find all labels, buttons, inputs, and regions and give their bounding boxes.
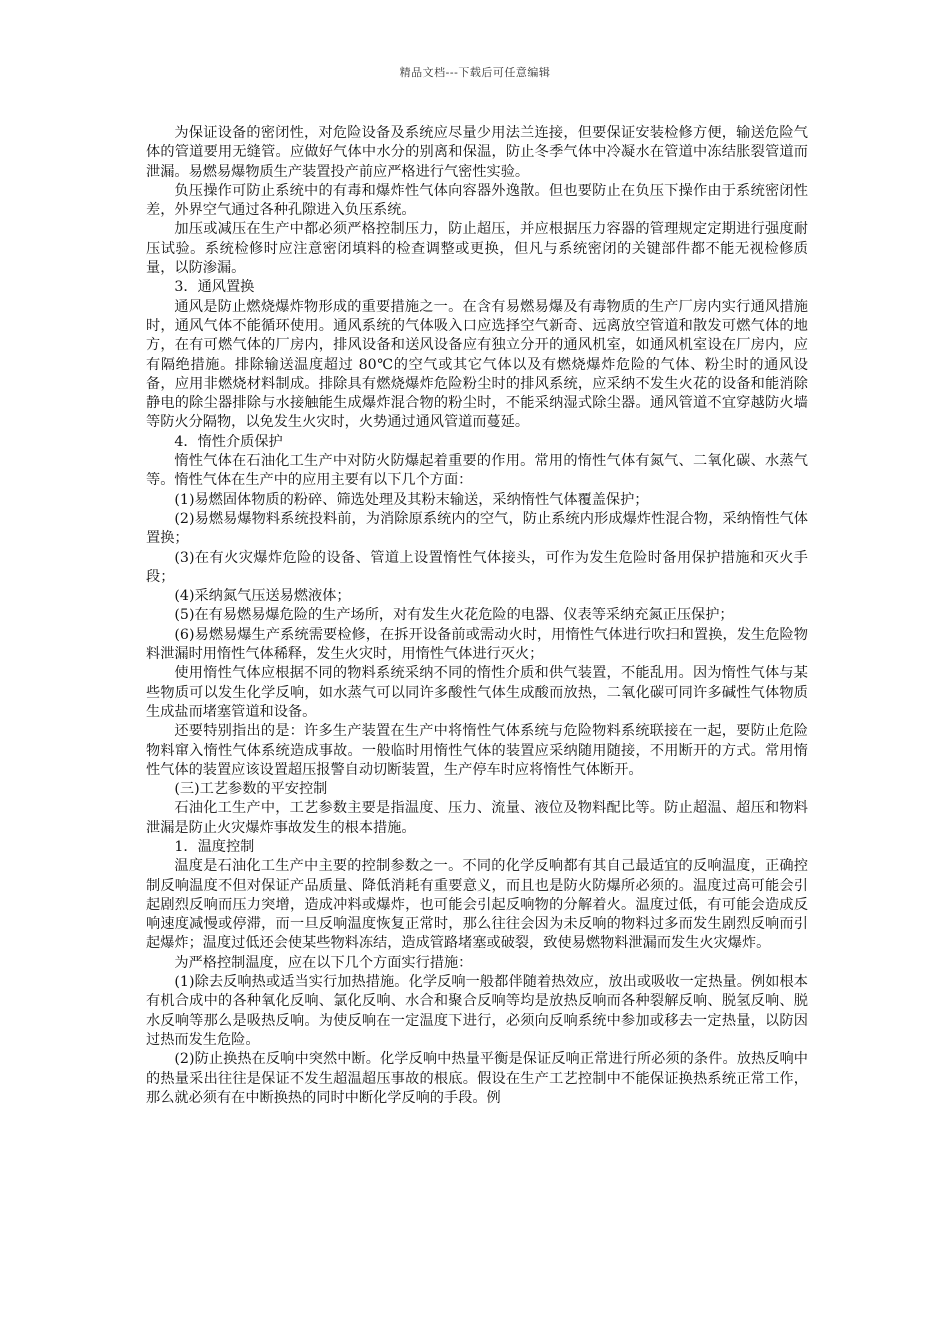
paragraph: 通风是防止燃烧爆炸物形成的重要措施之一。在含有易燃易爆及有毒物质的生产厂房内实行通风措施时，通风气体不能循环使用。通风系统的气体吸入口应选择空气新奇、远离放空管道和散发可燃气体的地方，在有可燃气体的厂房内，排风设备和送风设备应有独立分开的通风机室，如通风机室设在厂房内，应有隔绝措施。排除输送温度超过 80℃的空气或其它气体以及有燃烧爆炸危险的气体、粉尘时的通风设备，应用非燃烧材料制成。排除具有燃烧爆炸危险粉尘时的排风系统，应采纳不发生火花的设备和能消除静电的除尘器排除与水接触能生成爆炸混合物的粉尘时，不能采纳湿式除尘器。通风管道不宜穿越防火墙等防火分隔物，以免发生火灾时，火势通过通风管道而蔓延。 [146, 298, 808, 431]
paragraph: 温度是石油化工生产中主要的控制参数之一。不同的化学反响都有其自己最适宜的反响温度，正确控制反响温度不但对保证产品质量、降低消耗有重要意义，而且也是防火防爆所必须的。温度过高可能会引起剧烈反响而压力突增，造成冲料或爆炸，也可能会引起反响物的分解着火。温度过低，有可能会造成反响速度减慢或停滞，而一旦反响温度恢复正常时，那么往往会因为未反响的物料过多而发生剧烈反响而引起爆炸；温度过低还会使某些物料冻结，造成管路堵塞或破裂，致使易燃物料泄漏而发生火灾爆炸。 [146, 858, 808, 952]
list-item: (1)易燃固体物质的粉碎、筛选处理及其粉末输送，采纳惰性气体覆盖保护； [174, 491, 649, 508]
document-body [146, 124, 808, 1108]
list-item: (6)易燃易爆生产系统需要检修，在拆开设备前或需动火时，用惰性气体进行吹扫和置换，发生危险物料泄漏时用惰性气体稀释，发生火灾时，用惰性气体进行灭火； [146, 626, 808, 663]
list-item: (3)在有火灾爆炸危险的设备、管道上设置惰性气体接头，可作为发生危险时备用保护措施和灭火手段； [146, 549, 808, 585]
paragraph: 加压或减压在生产中都必须严格控制压力，防止超压，并应根据压力容器的管理规定定期进行强度耐压试验。系统检修时应注意密闭填料的检查调整或更换，但凡与系统密闭的关键部件都不能无视检修质量，以防渗漏。 [146, 221, 808, 277]
paragraph: 为严格控制温度，应在以下几个方面实行措施： [174, 954, 473, 971]
paragraph: 使用惰性气体应根据不同的物料系统采纳不同的惰性介质和供气装置，不能乱用。因为惰性气体与某些物质可以发生化学反响，如水蒸气可以同许多酸性气体生成酸而放热，二氧化碳可同许多碱性气体物质生成盐而堵塞管道和设备。 [146, 665, 808, 720]
section-heading: 3．通风置换 [174, 279, 255, 296]
paragraph: 石油化工生产中，工艺参数主要是指温度、压力、流量、液位及物料配比等。防止超温、超压和物料泄漏是防止火灾爆炸事故发生的根本措施。 [146, 800, 808, 836]
list-item: (2)易燃易爆物料系统投料前，为消除原系统内的空气，防止系统内形成爆炸性混合物，采纳惰性气体置换； [146, 510, 808, 547]
section-heading: 4．惰性介质保护 [174, 433, 283, 450]
paragraph: 惰性气体在石油化工生产中对防火防爆起着重要的作用。常用的惰性气体有氮气、二氧化碳、水蒸气等。惰性气体在生产中的应用主要有以下几个方面： [146, 453, 808, 489]
paragraph: 负压操作可防止系统中的有毒和爆炸性气体向容器外逸散。但也要防止在负压下操作由于系统密闭性差，外界空气通过各种孔隙进入负压系统。 [146, 182, 808, 219]
list-item: (2)防止换热在反响中突然中断。化学反响中热量平衡是保证反响正常进行所必须的条件。放热反响中的热量采出往往是保证不发生超温超压事故的根底。假设在生产工艺控制中不能保证换热系统正常工作，那么就必须有在中断换热的同时中断化学反响的手段。例 [146, 1051, 808, 1106]
list-item: (5)在有易燃易爆危险的生产场所，对有发生火花危险的电器、仪表等采纳充氮正压保护； [174, 607, 734, 624]
list-item: (1)除去反响热或适当实行加热措施。化学反响一般都伴随着热效应，放出或吸收一定热量。例如根本有机合成中的各种氧化反响、氯化反响、水合和聚合反响等均是放热反响而各种裂解反响、脱氢反响、脱水反响等那么是吸热反响。为使反响在一定温度下进行，必须向反响系统中参加或移去一定热量，以防因过热而发生危险。 [146, 974, 808, 1048]
section-heading: 1．温度控制 [174, 838, 255, 855]
section-heading: (三)工艺参数的平安控制 [174, 781, 328, 798]
paragraph: 为保证设备的密闭性，对危险设备及系统应尽量少用法兰连接，但要保证安装检修方便，输送危险气体的管道要用无缝管。应做好气体中水分的别离和保温，防止冬季气体中冷凝水在管道中冻结胀裂管道而泄漏。易燃易爆物质生产装置投产前应严格进行气密性实验。 [146, 125, 808, 180]
page-header: 精品文档---下载后可任意编辑 [399, 66, 551, 79]
list-item: (4)采纳氮气压送易燃液体； [174, 588, 351, 605]
paragraph: 还要特别指出的是：许多生产装置在生产中将惰性气体系统与危险物料系统联接在一起，要防止危险物料窜入惰性气体系统造成事故。一般临时用惰性气体的装置应采纳随用随接，不用断开的方式。常用惰性气体的装置应该设置超压报警自动切断装置，生产停车时应将惰性气体断开。 [146, 723, 808, 778]
